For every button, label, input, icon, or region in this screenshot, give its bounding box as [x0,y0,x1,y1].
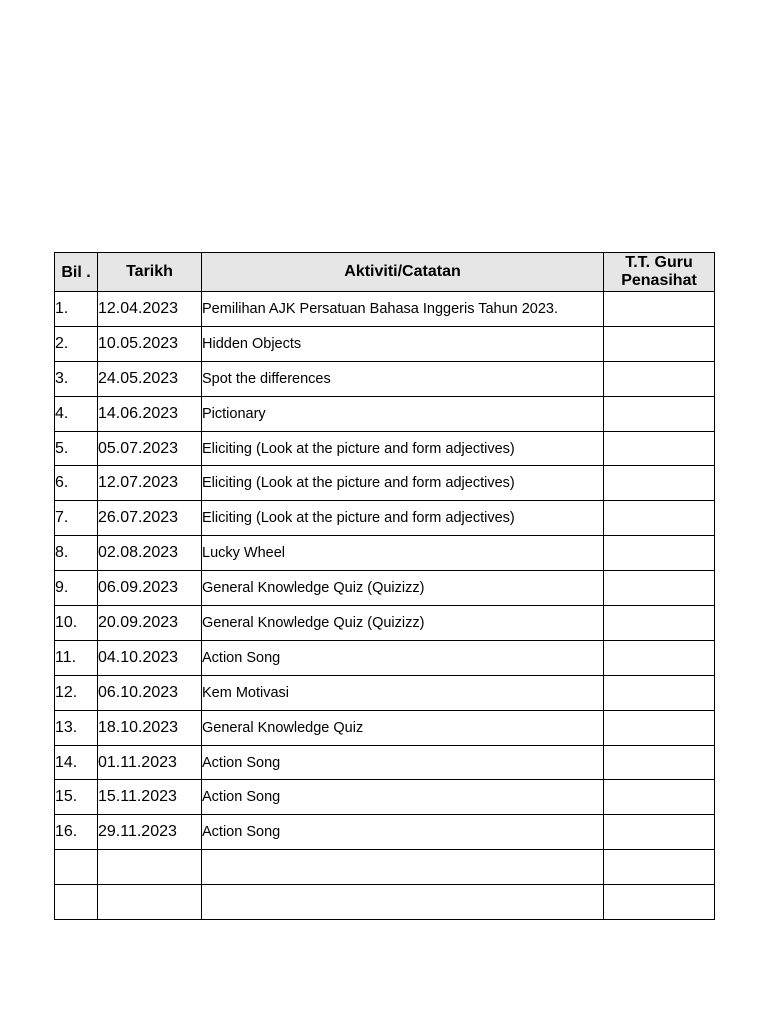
header-tt-guru-penasihat: T.T. Guru Penasihat [604,253,715,292]
cell-aktiviti: Hidden Objects [202,326,604,361]
cell-bil: 6. [55,466,98,501]
header-bil: Bil . [55,253,98,292]
cell-tt-signature [604,361,715,396]
cell-bil: 12. [55,675,98,710]
activity-log-table [54,252,715,920]
table-row [55,536,715,571]
cell-aktiviti: General Knowledge Quiz (Quizizz) [202,606,604,641]
cell-tarikh: 05.07.2023 [98,431,202,466]
cell-aktiviti: Eliciting (Look at the picture and form adjectives) [202,501,604,536]
table-row [55,326,715,361]
cell-bil: 13. [55,710,98,745]
table-row [55,675,715,710]
cell-tarikh: 10.05.2023 [98,326,202,361]
table-row [55,396,715,431]
table-row [55,466,715,501]
cell-tarikh: 18.10.2023 [98,710,202,745]
cell-bil: 4. [55,396,98,431]
cell-aktiviti: Kem Motivasi [202,675,604,710]
table-row [55,431,715,466]
cell-aktiviti: Eliciting (Look at the picture and form adjectives) [202,431,604,466]
cell-tt-signature [604,501,715,536]
table-row [55,501,715,536]
cell-aktiviti: General Knowledge Quiz [202,710,604,745]
cell-bil: 1. [55,292,98,327]
table-header-row [55,253,715,292]
cell-tarikh: 12.04.2023 [98,292,202,327]
cell-aktiviti: Action Song [202,640,604,675]
header-tarikh: Tarikh [98,253,202,292]
cell-bil: 9. [55,571,98,606]
cell-tarikh [98,850,202,885]
cell-tt-signature [604,885,715,920]
table-row [55,710,715,745]
cell-tt-signature [604,396,715,431]
cell-bil: 14. [55,745,98,780]
table-row [55,780,715,815]
cell-bil [55,850,98,885]
cell-bil: 11. [55,640,98,675]
cell-bil: 3. [55,361,98,396]
cell-aktiviti: Action Song [202,780,604,815]
table-row [55,885,715,920]
cell-tt-signature [604,815,715,850]
cell-aktiviti: Pictionary [202,396,604,431]
table-row [55,606,715,641]
table-row [55,571,715,606]
cell-aktiviti: Action Song [202,745,604,780]
cell-tt-signature [604,780,715,815]
cell-tt-signature [604,745,715,780]
table-row [55,815,715,850]
cell-tt-signature [604,850,715,885]
cell-tarikh: 14.06.2023 [98,396,202,431]
cell-bil: 5. [55,431,98,466]
cell-tt-signature [604,571,715,606]
table-row [55,361,715,396]
cell-tt-signature [604,640,715,675]
cell-tarikh [98,885,202,920]
cell-aktiviti: Action Song [202,815,604,850]
cell-tt-signature [604,536,715,571]
table-row [55,850,715,885]
header-aktiviti: Aktiviti/Catatan [202,253,604,292]
cell-tarikh: 06.10.2023 [98,675,202,710]
cell-aktiviti: Pemilihan AJK Persatuan Bahasa Inggeris Tahun 2023. [202,292,604,327]
cell-tarikh: 15.11.2023 [98,780,202,815]
cell-tarikh: 04.10.2023 [98,640,202,675]
cell-aktiviti: Eliciting (Look at the picture and form adjectives) [202,466,604,501]
cell-tt-signature [604,710,715,745]
cell-tarikh: 24.05.2023 [98,361,202,396]
cell-tt-signature [604,675,715,710]
cell-bil: 15. [55,780,98,815]
cell-aktiviti [202,850,604,885]
table-row [55,745,715,780]
cell-tt-signature [604,606,715,641]
cell-aktiviti: General Knowledge Quiz (Quizizz) [202,571,604,606]
cell-tt-signature [604,466,715,501]
cell-tt-signature [604,292,715,327]
cell-tarikh: 02.08.2023 [98,536,202,571]
cell-tarikh: 06.09.2023 [98,571,202,606]
cell-bil: 2. [55,326,98,361]
cell-bil: 10. [55,606,98,641]
table-row [55,640,715,675]
cell-tt-signature [604,431,715,466]
table-body [55,292,715,920]
cell-aktiviti [202,885,604,920]
cell-tarikh: 01.11.2023 [98,745,202,780]
cell-bil: 8. [55,536,98,571]
cell-tarikh: 20.09.2023 [98,606,202,641]
cell-aktiviti: Spot the differences [202,361,604,396]
table-row [55,292,715,327]
cell-tarikh: 12.07.2023 [98,466,202,501]
cell-bil: 7. [55,501,98,536]
cell-tt-signature [604,326,715,361]
cell-tarikh: 29.11.2023 [98,815,202,850]
cell-bil: 16. [55,815,98,850]
cell-tarikh: 26.07.2023 [98,501,202,536]
cell-bil [55,885,98,920]
cell-aktiviti: Lucky Wheel [202,536,604,571]
